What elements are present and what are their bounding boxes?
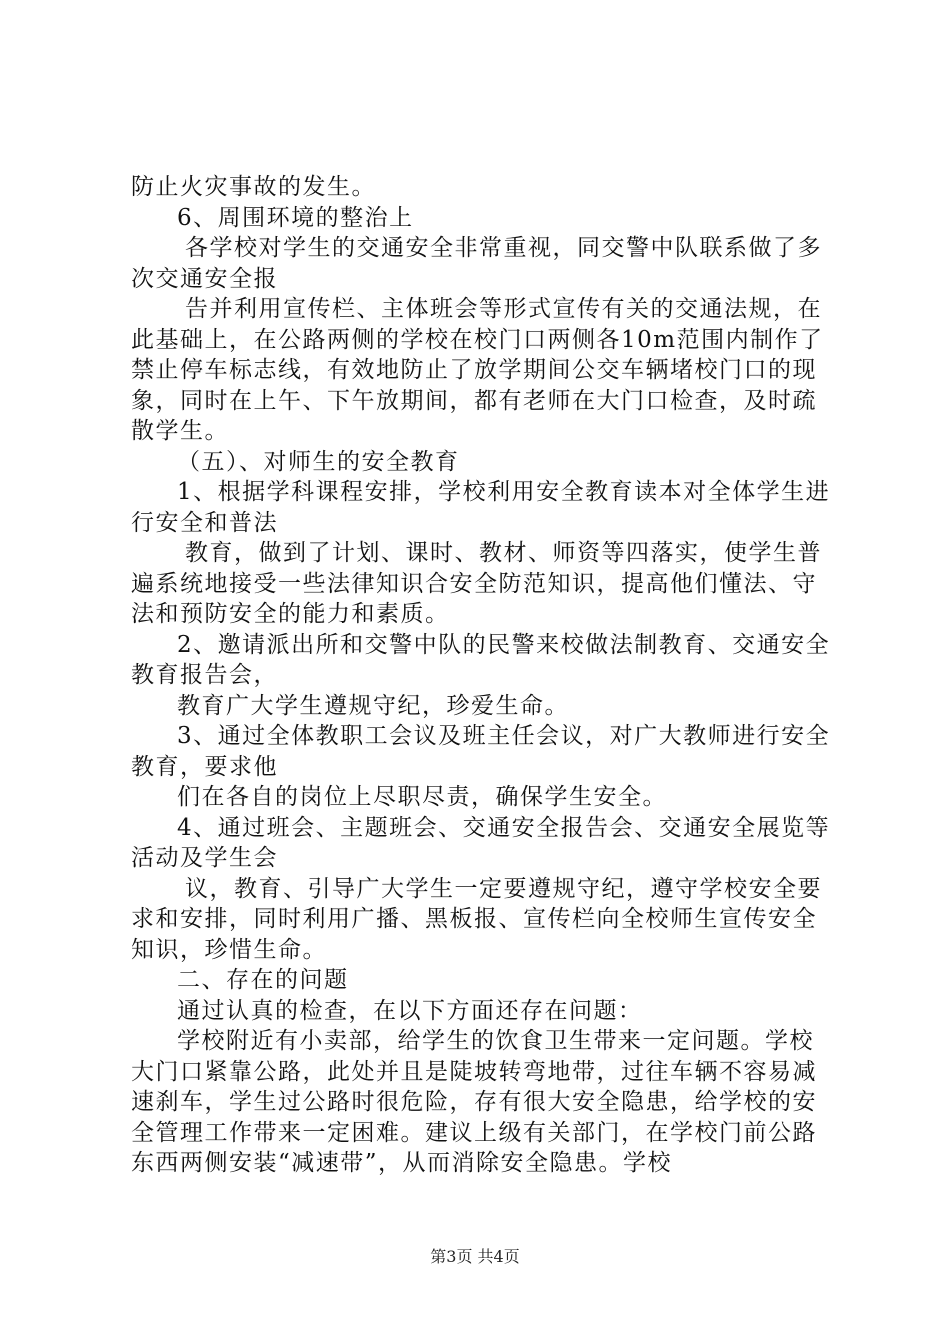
paragraph-6: 1、根据学科课程安排，学校利用安全教育读本对全体学生进行安全和普法 (131, 479, 831, 536)
paragraph-3: 各学校对学生的交通安全非常重视，同交警中队联系做了多次交通安全报 (131, 235, 822, 292)
paragraph-4: 告并利用宣传栏、主体班会等形式宣传有关的交通法规，在此基础上，在公路两侧的学校在校门口两侧各10m范围内制作了禁止停车标志线，有效地防止了放学期间公交车辆堵校门口的现象，同时在上午、下午放期间，都有老师在大门口检查，及时疏散学生。 (131, 296, 824, 444)
paragraph-16: 学校附近有小卖部，给学生的饮食卫生带来一定问题。学校大门口紧靠公路，此处并且是陡坡转弯地带，过往车辆不容易减速刹车，学生过公路时很危险，存有很大安全隐患，给学校的安全管理工作带来一定困难。建议上级有关部门，在学校门前公路东西两侧安装“减速带”，从而消除安全隐患。学校 (131, 1028, 817, 1176)
paragraph-2: 6、周围环境的整治上 (177, 204, 414, 231)
paragraph-8: 2、邀请派出所和交警中队的民警来校做法制教育、交通安全教育报告会， (131, 631, 831, 688)
paragraph-15: 通过认真的检查，在以下方面还存在问题： (177, 997, 643, 1024)
paragraph-1: 防止火灾事故的发生。 (131, 174, 376, 200)
paragraph-11: 们在各自的岗位上尽职尽责，确保学生安全。 (177, 784, 667, 810)
paragraph-9: 教育广大学生遵规守纪，珍爱生命。 (177, 692, 569, 719)
body-text (131, 172, 831, 1179)
page-footer: 第3页 共4页 (430, 1247, 520, 1266)
paragraph-7: 教育，做到了计划、课时、教材、师资等四落实，使学生普遍系统地接受一些法律知识合安全防范知识，提高他们懂法、守法和预防安全的能力和素质。 (131, 540, 822, 627)
paragraph-12: 4、通过班会、主题班会、交通安全报告会、交通安全展览等活动及学生会 (131, 814, 831, 871)
section-heading-problems: 二、存在的问题 (177, 967, 349, 993)
section-heading-5: （五）、对师生的安全教育 (177, 448, 460, 475)
paragraph-10: 3、通过全体教职工会议及班主任会议，对广大教师进行安全教育，要求他 (131, 723, 831, 780)
paragraph-13: 议，教育、引导广大学生一定要遵规守纪，遵守学校安全要求和安排，同时利用广播、黑板报、宣传栏向全校师生宣传安全知识，珍惜生命。 (131, 875, 822, 963)
